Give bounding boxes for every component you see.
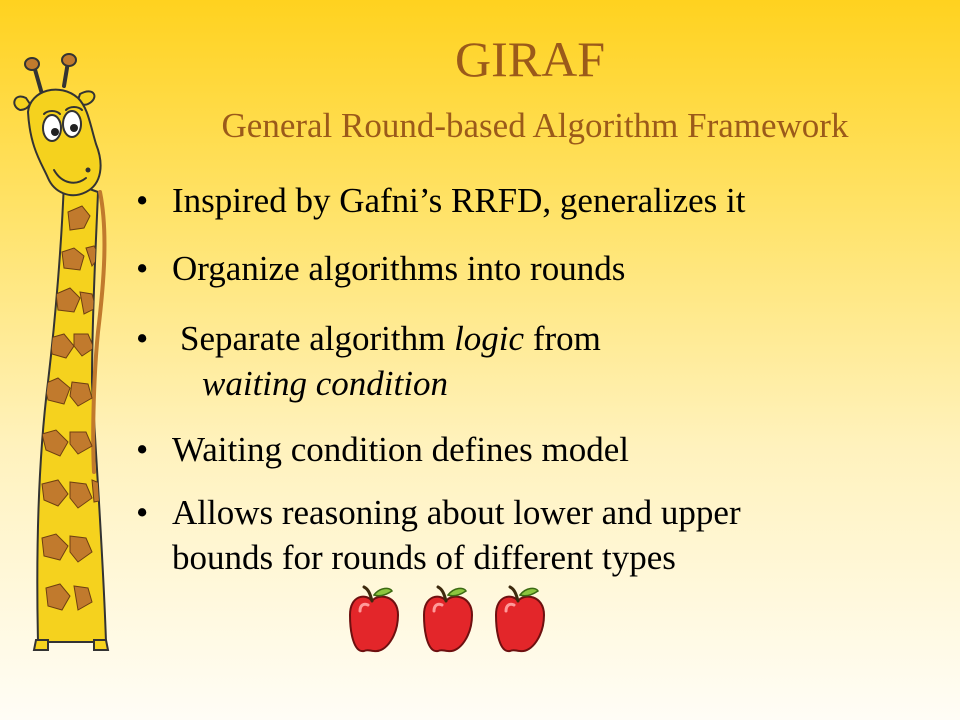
bullet-text-part: from xyxy=(524,319,601,358)
bullet-text: Waiting condition defines model xyxy=(172,430,629,469)
bullet-text-continuation: bounds for rounds of different types xyxy=(172,538,676,577)
apple-icon xyxy=(350,587,398,651)
bullet-item xyxy=(136,246,936,291)
bullet-icon: • xyxy=(136,493,149,532)
bullet-icon: • xyxy=(136,181,149,220)
apples-illustration xyxy=(340,585,560,655)
bullet-item xyxy=(136,316,936,406)
slide-title: GIRAF xyxy=(454,31,606,87)
bullet-item xyxy=(136,178,936,223)
bullet-item xyxy=(136,427,936,472)
bullet-icon: • xyxy=(136,249,149,288)
bullet-text-continuation: waiting condition xyxy=(202,364,448,403)
bullet-text: Inspired by Gafni’s RRFD, generalizes it xyxy=(172,181,746,220)
emphasis-logic: logic xyxy=(454,319,525,358)
apple-icon xyxy=(496,587,544,651)
bullet-icon: • xyxy=(136,319,149,358)
bullet-item xyxy=(136,490,936,580)
bullet-text-part: Separate algorithm xyxy=(180,319,455,358)
bullet-icon: • xyxy=(136,430,149,469)
slide-subtitle: General Round-based Algorithm Framework xyxy=(221,106,849,145)
bullet-text: Allows reasoning about lower and upper xyxy=(172,493,741,532)
bullet-text xyxy=(172,319,601,358)
apple-icon xyxy=(424,587,472,651)
bullet-list xyxy=(136,178,936,580)
bullet-text: Organize algorithms into rounds xyxy=(172,249,626,288)
